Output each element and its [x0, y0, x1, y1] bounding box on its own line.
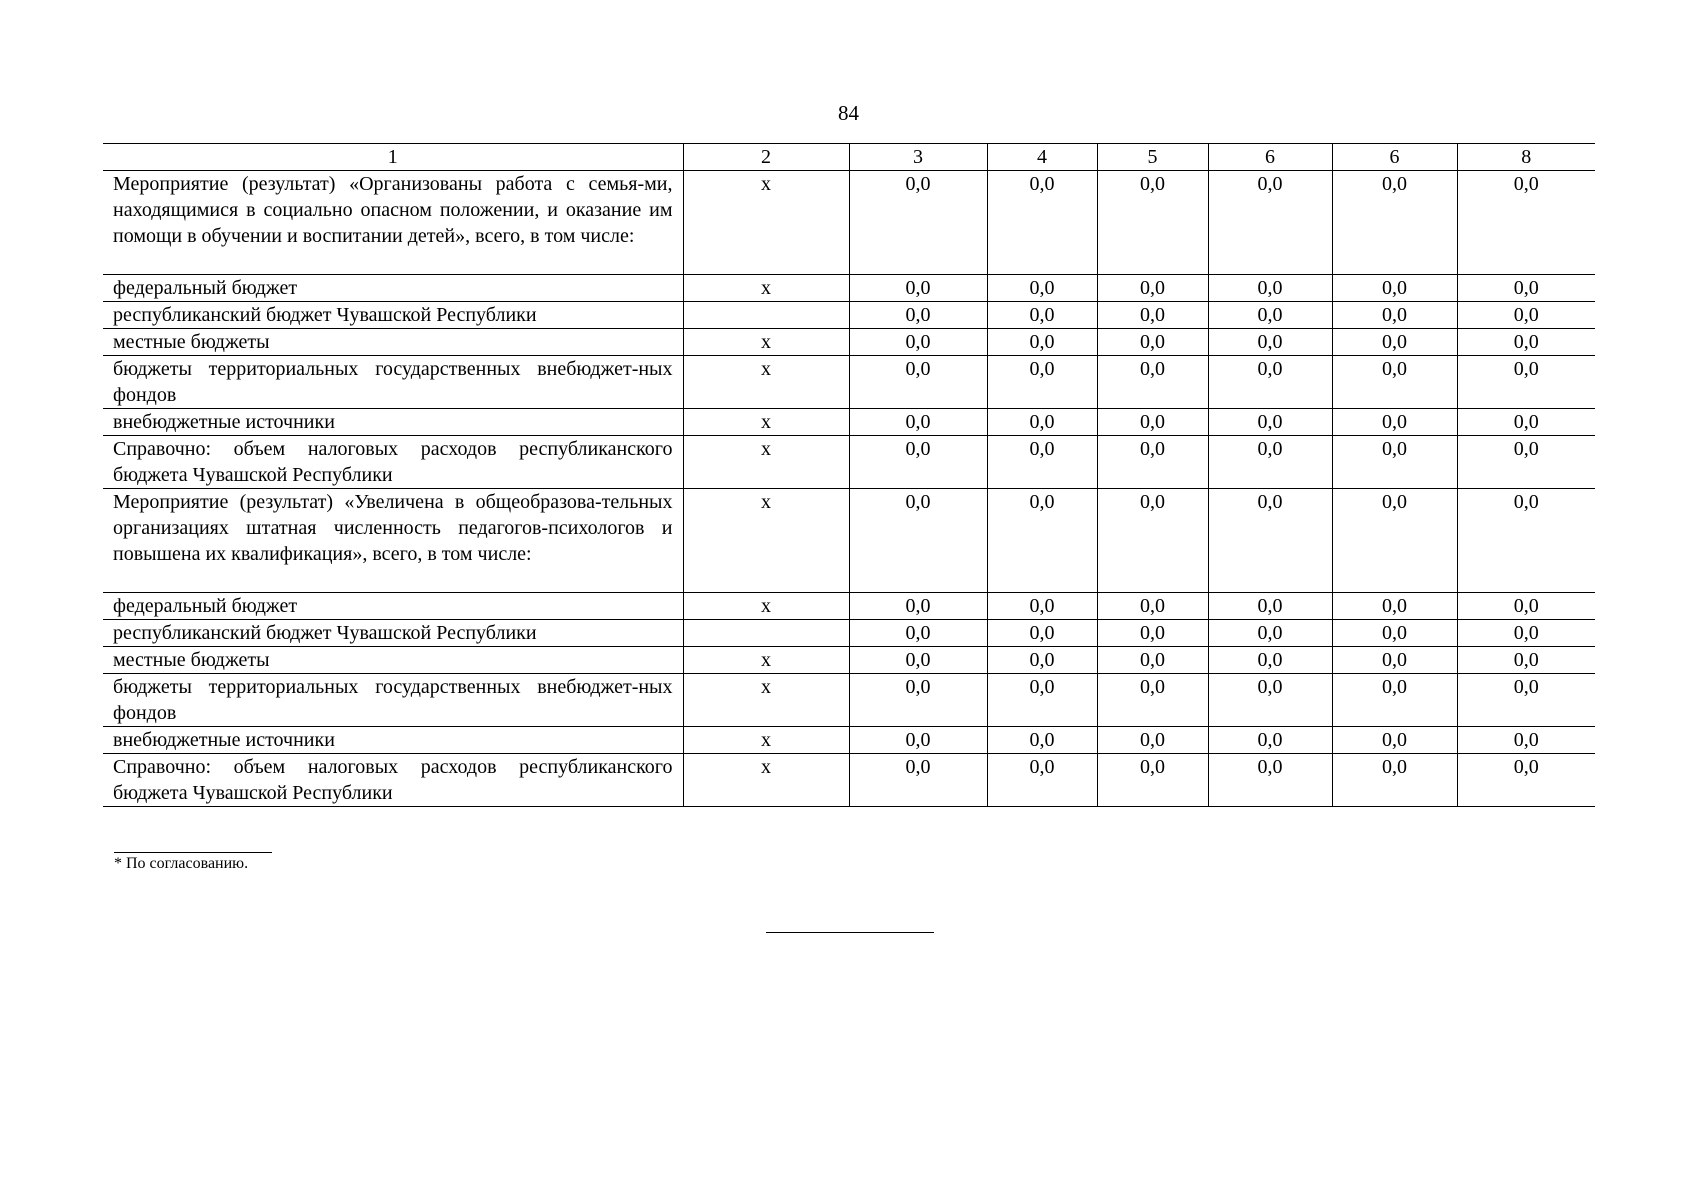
column-header: 5 [1097, 144, 1208, 171]
table-cell: 0,0 [1097, 620, 1208, 647]
table-cell: 0,0 [1332, 754, 1457, 807]
row-mark: х [683, 727, 849, 754]
table-cell: 0,0 [1208, 356, 1332, 409]
row-mark: х [683, 329, 849, 356]
table-cell: 0,0 [849, 436, 987, 489]
table-cell: 0,0 [1208, 647, 1332, 674]
row-label: республиканский бюджет Чувашской Республики [103, 302, 683, 329]
row-label: внебюджетные источники [103, 409, 683, 436]
table-cell: 0,0 [1097, 275, 1208, 302]
table-cell: 0,0 [987, 674, 1097, 727]
column-header: 4 [987, 144, 1097, 171]
column-header: 3 [849, 144, 987, 171]
row-mark [683, 302, 849, 329]
table-row [103, 409, 1595, 436]
row-label: Мероприятие (результат) «Увеличена в общеобразова-тельных организациях штатная численность педагогов-психологов и повышена их квалификация», всего, в том числе: [103, 489, 683, 593]
table-cell: 0,0 [1457, 275, 1595, 302]
row-mark: х [683, 356, 849, 409]
table-cell: 0,0 [1332, 727, 1457, 754]
table-cell: 0,0 [1208, 409, 1332, 436]
table-cell: 0,0 [849, 171, 987, 275]
table-cell: 0,0 [1208, 171, 1332, 275]
row-mark: х [683, 674, 849, 727]
table-cell: 0,0 [1457, 620, 1595, 647]
row-label: Мероприятие (результат) «Организованы работа с семья-ми, находящимися в социально опасном положении, и оказание им помощи в обучении и воспитании детей», всего, в том числе: [103, 171, 683, 275]
table-cell: 0,0 [1208, 489, 1332, 593]
row-label: Справочно: объем налоговых расходов республиканского бюджета Чувашской Республики [103, 754, 683, 807]
footnote: * По согласованию. [114, 855, 249, 872]
table-row [103, 754, 1595, 807]
table-cell: 0,0 [987, 275, 1097, 302]
page-number: 84 [838, 101, 859, 125]
row-mark: х [683, 754, 849, 807]
table-cell: 0,0 [1332, 489, 1457, 593]
table-cell: 0,0 [1332, 329, 1457, 356]
column-header: 8 [1457, 144, 1595, 171]
row-label: бюджеты территориальных государственных внебюджет-ных фондов [103, 356, 683, 409]
table-cell: 0,0 [1097, 329, 1208, 356]
table-cell: 0,0 [1208, 727, 1332, 754]
row-label: федеральный бюджет [103, 275, 683, 302]
row-label: внебюджетные источники [103, 727, 683, 754]
table-cell: 0,0 [1208, 302, 1332, 329]
table-cell: 0,0 [987, 302, 1097, 329]
table-cell: 0,0 [1097, 409, 1208, 436]
table-cell: 0,0 [1208, 674, 1332, 727]
table-cell: 0,0 [987, 329, 1097, 356]
table-cell: 0,0 [1457, 171, 1595, 275]
table-cell: 0,0 [987, 356, 1097, 409]
table-cell: 0,0 [1208, 329, 1332, 356]
row-mark [683, 620, 849, 647]
table-cell: 0,0 [1332, 409, 1457, 436]
row-mark: х [683, 593, 849, 620]
table-cell: 0,0 [1097, 356, 1208, 409]
table-cell: 0,0 [1332, 593, 1457, 620]
budget-table [103, 143, 1595, 807]
row-label: федеральный бюджет [103, 593, 683, 620]
table-cell: 0,0 [1332, 436, 1457, 489]
table-cell: 0,0 [1457, 489, 1595, 593]
table-cell: 0,0 [1097, 171, 1208, 275]
table-cell: 0,0 [987, 754, 1097, 807]
row-label: бюджеты территориальных государственных внебюджет-ных фондов [103, 674, 683, 727]
row-label: местные бюджеты [103, 329, 683, 356]
table-cell: 0,0 [1457, 356, 1595, 409]
table-cell: 0,0 [849, 275, 987, 302]
table-cell: 0,0 [1097, 302, 1208, 329]
footnote-divider [114, 852, 272, 853]
table-cell: 0,0 [849, 727, 987, 754]
table-cell: 0,0 [1332, 302, 1457, 329]
table-row [103, 436, 1595, 489]
table-cell: 0,0 [987, 593, 1097, 620]
table-cell: 0,0 [987, 409, 1097, 436]
table-cell: 0,0 [849, 620, 987, 647]
table-row [103, 171, 1595, 275]
column-header: 1 [103, 144, 683, 171]
column-header: 6 [1332, 144, 1457, 171]
table-cell: 0,0 [1097, 754, 1208, 807]
table-row [103, 329, 1595, 356]
table-cell: 0,0 [1332, 171, 1457, 275]
table-cell: 0,0 [1332, 674, 1457, 727]
table-cell: 0,0 [1208, 593, 1332, 620]
table-cell: 0,0 [1097, 593, 1208, 620]
table-cell: 0,0 [1097, 674, 1208, 727]
table-cell: 0,0 [849, 674, 987, 727]
table-cell: 0,0 [1208, 754, 1332, 807]
table-cell: 0,0 [849, 754, 987, 807]
table-cell: 0,0 [1457, 727, 1595, 754]
table-cell: 0,0 [1457, 409, 1595, 436]
table-cell: 0,0 [849, 489, 987, 593]
table-cell: 0,0 [849, 593, 987, 620]
table-cell: 0,0 [1208, 436, 1332, 489]
table-cell: 0,0 [1332, 275, 1457, 302]
table-cell: 0,0 [1457, 436, 1595, 489]
table-cell: 0,0 [849, 647, 987, 674]
table-cell: 0,0 [849, 302, 987, 329]
table-cell: 0,0 [1208, 620, 1332, 647]
row-mark: х [683, 275, 849, 302]
table-row [103, 302, 1595, 329]
end-divider [766, 932, 934, 933]
table-cell: 0,0 [1457, 674, 1595, 727]
row-label: Справочно: объем налоговых расходов республиканского бюджета Чувашской Республики [103, 436, 683, 489]
table-cell: 0,0 [849, 409, 987, 436]
table-cell: 0,0 [849, 329, 987, 356]
table-cell: 0,0 [987, 647, 1097, 674]
table-cell: 0,0 [1097, 436, 1208, 489]
table-cell: 0,0 [987, 620, 1097, 647]
table-cell: 0,0 [1097, 489, 1208, 593]
row-label: республиканский бюджет Чувашской Республики [103, 620, 683, 647]
table-row [103, 489, 1595, 593]
table-row [103, 275, 1595, 302]
table-cell: 0,0 [1208, 275, 1332, 302]
table-cell: 0,0 [1457, 593, 1595, 620]
table-cell: 0,0 [1097, 647, 1208, 674]
row-label: местные бюджеты [103, 647, 683, 674]
table-cell: 0,0 [987, 171, 1097, 275]
table-row [103, 674, 1595, 727]
table-cell: 0,0 [1457, 329, 1595, 356]
row-mark: х [683, 647, 849, 674]
table-cell: 0,0 [1457, 302, 1595, 329]
row-mark: х [683, 409, 849, 436]
table-row [103, 593, 1595, 620]
table-cell: 0,0 [1457, 647, 1595, 674]
row-mark: х [683, 436, 849, 489]
table-cell: 0,0 [987, 727, 1097, 754]
row-mark: х [683, 171, 849, 275]
table-cell: 0,0 [1457, 754, 1595, 807]
table-cell: 0,0 [1332, 620, 1457, 647]
row-mark: х [683, 489, 849, 593]
column-header: 2 [683, 144, 849, 171]
table-cell: 0,0 [1332, 647, 1457, 674]
table-row [103, 620, 1595, 647]
table-row [103, 356, 1595, 409]
table-row [103, 647, 1595, 674]
table-cell: 0,0 [1332, 356, 1457, 409]
table-cell: 0,0 [1097, 727, 1208, 754]
table-cell: 0,0 [987, 436, 1097, 489]
table-row [103, 727, 1595, 754]
column-header: 6 [1208, 144, 1332, 171]
table-cell: 0,0 [849, 356, 987, 409]
table-header-row [103, 144, 1595, 171]
table-cell: 0,0 [987, 489, 1097, 593]
